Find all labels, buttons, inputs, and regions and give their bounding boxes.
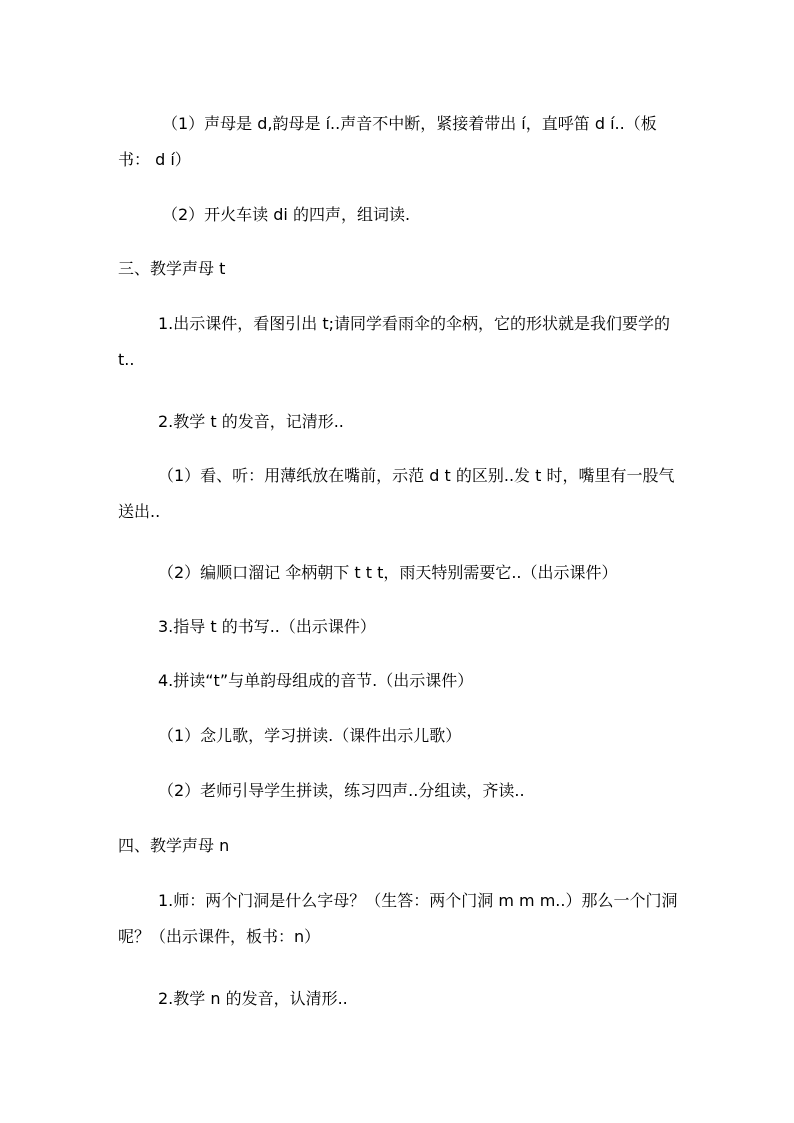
paragraph-t-2: 2.教学 t 的发音，记清形.. xyxy=(158,412,344,431)
paragraph-t-2-1: （1）看、听：用薄纸放在嘴前，示范 d t 的区别..发 t 时，嘴里有一股气送出.. xyxy=(118,466,675,521)
paragraph-t-2-2: （2）编顺口溜记 伞柄朝下 t t t，雨天特别需要它..（出示课件） xyxy=(158,563,618,582)
paragraph-t-3: 3.指导 t 的书写..（出示课件） xyxy=(158,617,376,636)
paragraph-1: （1）声母是 d,韵母是 í..声音不中断，紧接着带出 í，直呼笛 d í..（板书： d í） xyxy=(118,114,657,169)
paragraph-t-4-2: （2）老师引导学生拼读，练习四声..分组读，齐读.. xyxy=(158,781,525,800)
paragraph-t-4: 4.拼读“t”与单韵母组成的音节.（出示课件） xyxy=(158,671,474,690)
section-heading-t: 三、教学声母 t xyxy=(118,259,226,278)
paragraph-n-1: 1.师：两个门洞是什么字母？（生答：两个门洞 m m m..）那么一个门洞呢？（出示课件，板书：n） xyxy=(118,891,678,946)
paragraph-2: （2）开火车读 di 的四声，组词读. xyxy=(162,205,411,224)
paragraph-t-4-1: （1）念儿歌，学习拼读.（课件出示儿歌） xyxy=(158,726,462,745)
section-heading-n: 四、教学声母 n xyxy=(118,836,230,855)
paragraph-t-1: 1.出示课件，看图引出 t;请同学看雨伞的伞柄，它的形状就是我们要学的 t.. xyxy=(118,314,671,369)
paragraph-n-2: 2.教学 n 的发音，认清形.. xyxy=(158,989,348,1008)
